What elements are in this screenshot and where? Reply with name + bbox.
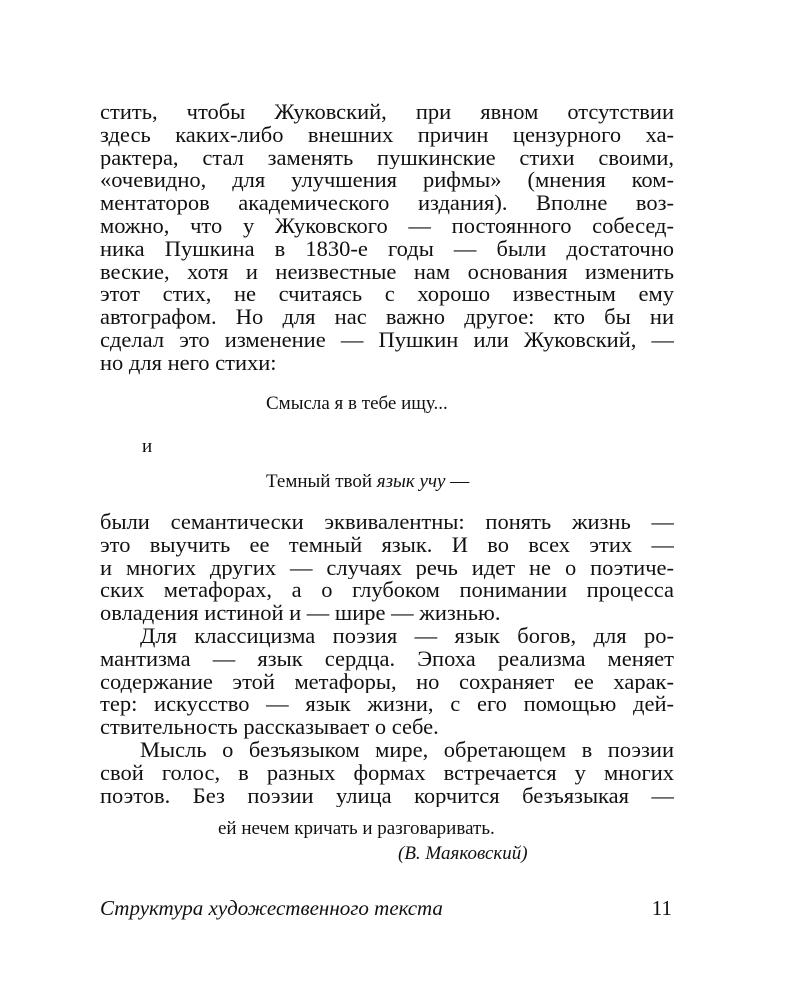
text-line: мантизма — язык сердца. Эпоха реализма меняет xyxy=(100,647,674,671)
text-line: были семантически эквивалентны: понять жизнь — xyxy=(100,511,674,534)
quote-attribution: (В. Маяковский) xyxy=(398,843,528,864)
running-footer-title: Структура художественного текста xyxy=(100,896,443,920)
paragraph-4 xyxy=(100,739,674,807)
text-line: поэтов. Без поэзии улица корчится безъязыкая — xyxy=(100,784,674,808)
text-line: это выучить ее темный язык. И во всех этих — xyxy=(100,533,674,557)
text-line: содержание этой метафоры, но сохраняет ее харак- xyxy=(100,670,674,694)
verse-quote-2 xyxy=(266,471,469,493)
text-line: но для него стихи: xyxy=(100,351,277,375)
verse-quote-2-italic: язык учу xyxy=(376,471,446,492)
conjunction: и xyxy=(142,436,153,457)
text-line: рактера, стал заменять пушкинские стихи своими, xyxy=(100,146,674,170)
text-line: здесь каких-либо внешних причин цензурного ха- xyxy=(100,123,674,147)
text-line: можно, что у Жуковского — постоянного собесед- xyxy=(100,214,674,238)
text-line: свой голос, в разных формах встречается у многих xyxy=(100,761,674,785)
text-line: ствительность рассказывает о себе. xyxy=(100,716,439,739)
text-line: и многих других — случаях речь идет не о поэтиче- xyxy=(100,556,674,580)
poem-quote: ей нечем кричать и разговаривать. xyxy=(218,818,495,839)
page-body xyxy=(100,101,674,375)
text-line: веские, хотя и неизвестные нам основания изменить xyxy=(100,260,674,284)
text-line: Мысль о безъязыком мире, обретающем в поэзии xyxy=(140,738,674,762)
text-line: Для классицизма поэзия — язык богов, для ро- xyxy=(140,624,674,648)
paragraph-3 xyxy=(100,625,674,739)
verse-quote-1: Смысла я в тебе ищу... xyxy=(266,393,448,414)
paragraph-1 xyxy=(100,101,674,375)
text-line: ника Пушкина в 1830-е годы — были достаточно xyxy=(100,237,674,261)
page-number: 11 xyxy=(651,896,672,920)
text-line: ских метафорах, а о глубоком понимании процесса xyxy=(100,579,674,603)
page-body-continued xyxy=(100,511,674,807)
verse-quote-2-lead: Темный твой xyxy=(266,471,377,492)
text-line: «очевидно, для улучшения рифмы» (мнения ком- xyxy=(100,169,674,193)
text-line: ментаторов академического издания). Вполне воз- xyxy=(100,192,674,215)
paragraph-2 xyxy=(100,511,674,625)
text-line: этот стих, не считаясь с хорошо известным ему xyxy=(100,283,674,307)
text-line: тер: искусство — язык жизни, с его помощью дей- xyxy=(100,693,674,717)
text-line: стить, чтобы Жуковский, при явном отсутствии xyxy=(100,101,674,124)
verse-quote-2-tail: — xyxy=(445,471,470,492)
text-line: овладения истиной и — шире — жизнью. xyxy=(100,602,501,625)
text-line: автографом. Но для нас важно другое: кто бы ни xyxy=(100,306,674,329)
text-line: сделал это изменение — Пушкин или Жуковский, — xyxy=(100,328,674,352)
